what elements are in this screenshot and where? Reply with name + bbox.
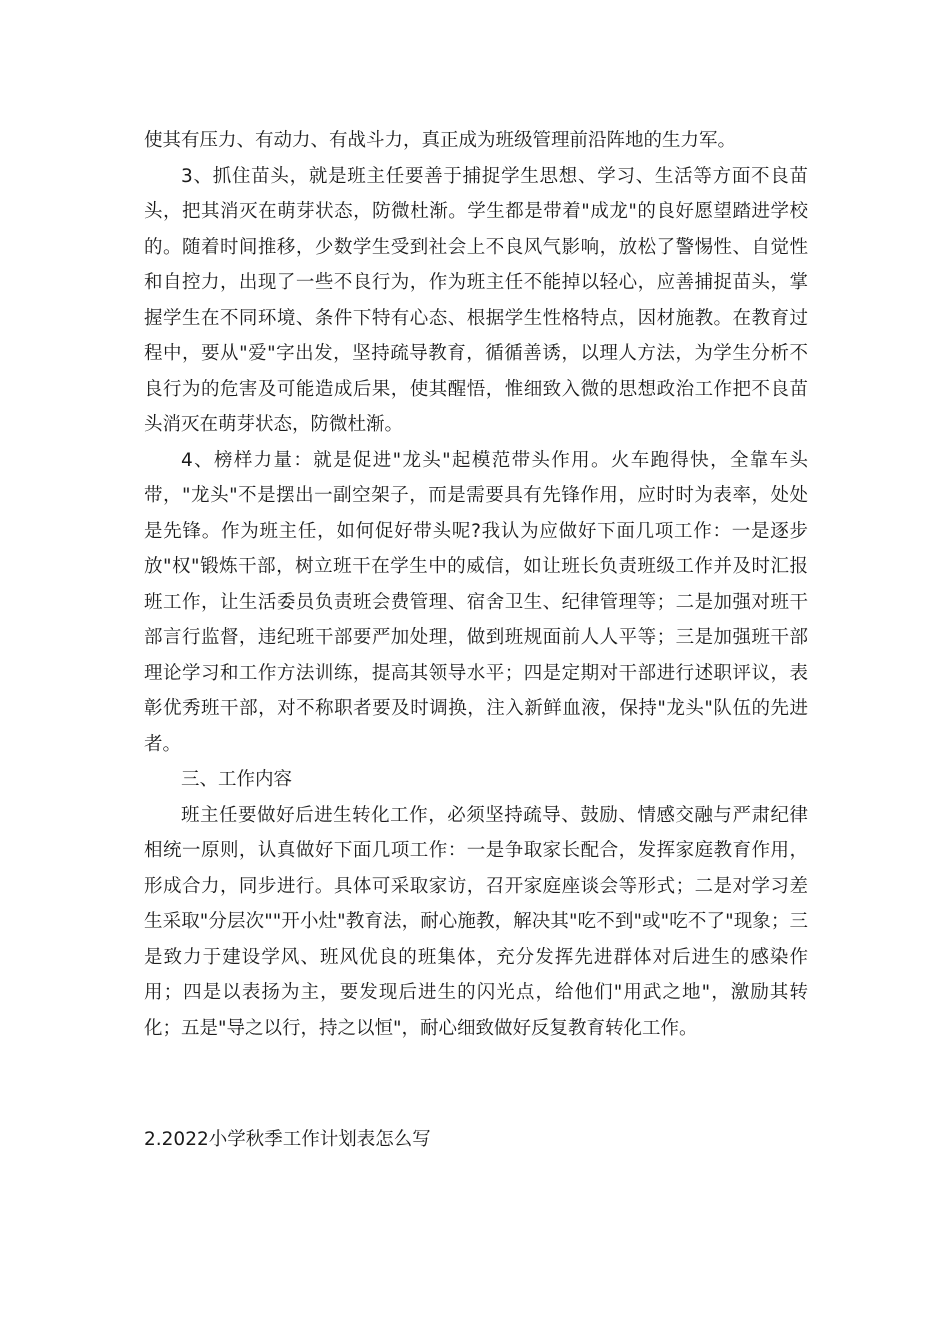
document-body [144,123,808,1046]
paragraph-work-content: 班主任要做好后进生转化工作，必须坚持疏导、鼓励、情感交融与严肃纪律相统一原则，认真做好下面几项工作：一是争取家长配合，发挥家庭教育作用，形成合力，同步进行。具体可采取家访，召开家庭座谈会等形式；二是对学习差生采取"分层次""开小灶"教育法，耐心施教，解决其"吃不到"或"吃不了"现象；三是致力于建设学风、班风优良的班集体，充分发挥先进群体对后进生的感染作用；四是以表扬为主，要发现后进生的闪光点，给他们"用武之地"，激励其转化；五是"导之以行，持之以恒"，耐心细致做好反复教育转化工作。 [144,804,808,1039]
paragraph-point-4: 4、榜样力量：就是促进"龙头"起模范带头作用。火车跑得快，全靠车头带，"龙头"不是摆出一副空架子，而是需要具有先锋作用，应时时为表率，处处是先锋。作为班主任，如何促好带头呢?我认为应做好下面几项工作：一是逐步放"权"锻炼干部，树立班干在学生中的威信，如让班长负责班级工作并及时汇报班工作，让生活委员负责班会费管理、宿舍卫生、纪律管理等；二是加强对班干部言行监督，违纪班干部要严加处理，做到班规面前人人平等；三是加强班干部理论学习和工作方法训练，提高其领导水平；四是定期对干部进行述职评议，表彰优秀班干部，对不称职者要及时调换，注入新鲜血液，保持"龙头"队伍的先进者。 [144,449,808,755]
paragraph-continuation: 使其有压力、有动力、有战斗力，真正成为班级管理前沿阵地的生力军。 [144,130,737,151]
section-heading: 2.2022小学秋季工作计划表怎么写 [144,1129,431,1150]
paragraph-point-3: 3、抓住苗头，就是班主任要善于捕捉学生思想、学习、生活等方面不良苗头，把其消灭在萌芽状态，防微杜渐。学生都是带着"成龙"的良好愿望踏进学校的。随着时间推移，少数学生受到社会上不良风气影响，放松了警惕性、自觉性和自控力，出现了一些不良行为，作为班主任不能掉以轻心，应善捕捉苗头，掌握学生在不同环境、条件下特有心态、根据学生性格特点，因材施教。在教育过程中，要从"爱"字出发，坚持疏导教育，循循善诱，以理人方法，为学生分析不良行为的危害及可能造成后果，使其醒悟，惟细致入微的思想政治工作把不良苗头消灭在萌芽状态，防微杜渐。 [144,165,808,435]
section-title-work-content: 三、工作内容 [181,769,293,790]
